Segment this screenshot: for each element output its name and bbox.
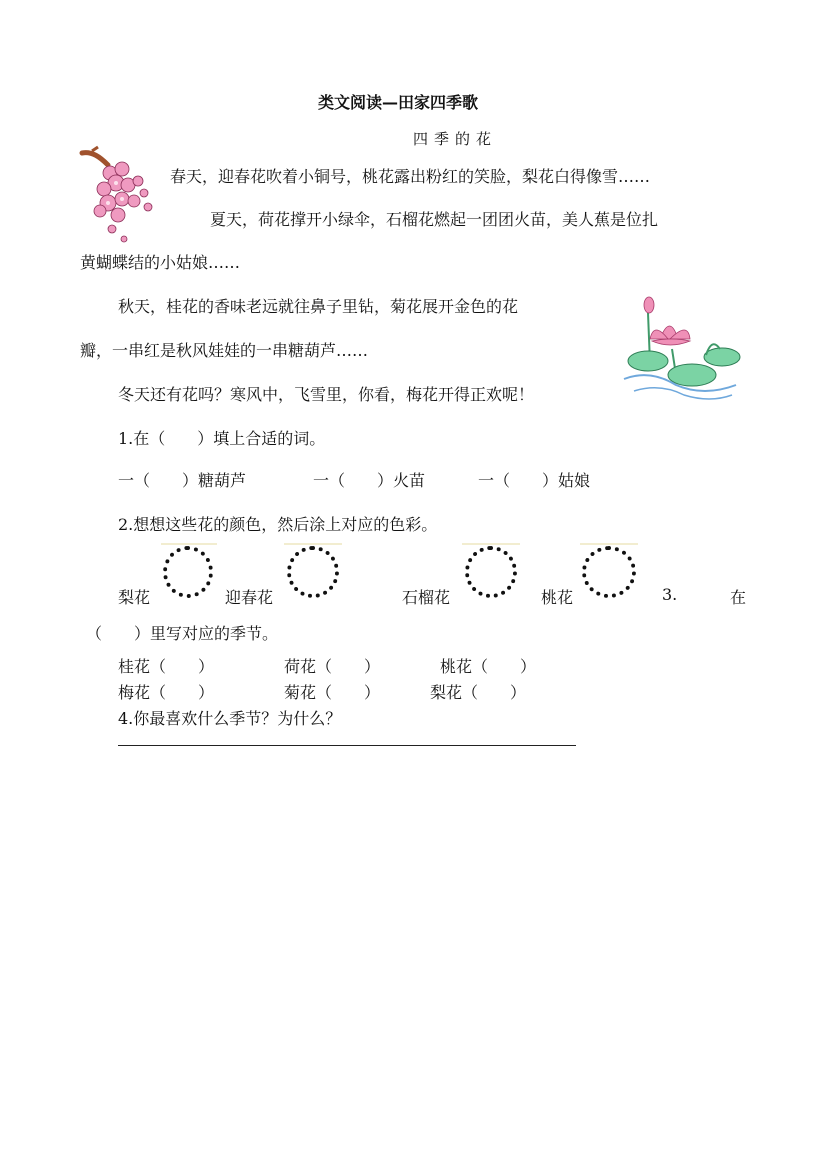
peach-blossom-branch-icon: [78, 145, 162, 245]
paragraph-summer-line2: 黄蝴蝶结的小姑娘……: [80, 253, 241, 272]
question-3-number: 3.: [662, 585, 678, 604]
question-1-item: 一（ ）火苗: [313, 471, 426, 490]
color-circle-winter-jasmine[interactable]: [287, 546, 339, 598]
page-title: 类文阅读—田家四季歌: [318, 93, 479, 112]
paragraph-winter: 冬天还有花吗？寒风中，飞雪里，你看，梅花开得正欢呢！: [118, 385, 535, 404]
circle-highlight: [284, 543, 342, 545]
passage-subtitle: 四季的花: [413, 130, 498, 148]
question-4-prompt: 4.你最喜欢什么季节？为什么？: [118, 709, 342, 728]
flower-label: 迎春花: [225, 588, 274, 607]
color-circle-pomegranate[interactable]: [465, 546, 517, 598]
paragraph-autumn-line1: 秋天，桂花的香味老远就往鼻子里钻，菊花展开金色的花: [118, 297, 519, 316]
flower-label: 梨花: [118, 588, 151, 607]
question-3-prompt: （ ）里写对应的季节。: [86, 624, 279, 643]
paragraph-summer-line1: 夏天，荷花撑开小绿伞，石榴花燃起一团团火苗，美人蕉是位扎: [210, 210, 659, 229]
question-1-prompt: 1.在（ ）填上合适的词。: [118, 429, 326, 448]
season-item: 荷花（ ）: [284, 657, 381, 676]
question-1-item: 一（ ）糖葫芦: [118, 471, 247, 490]
paragraph-spring: 春天，迎春花吹着小铜号，桃花露出粉红的笑脸，梨花白得像雪……: [170, 167, 651, 186]
flower-label: 桃花: [541, 588, 574, 607]
season-item: 梨花（ ）: [430, 683, 527, 702]
season-item: 梅花（ ）: [118, 683, 215, 702]
question-1-item: 一（ ）姑娘: [478, 471, 591, 490]
flower-label: 石榴花: [402, 588, 451, 607]
answer-line[interactable]: [118, 745, 576, 746]
question-3-prompt-word: 在: [730, 588, 747, 607]
circle-highlight: [580, 543, 638, 545]
circle-highlight: [161, 543, 217, 545]
circle-highlight: [462, 543, 520, 545]
question-2-prompt: 2.想想这些花的颜色，然后涂上对应的色彩。: [118, 515, 438, 534]
color-circle-peach[interactable]: [582, 546, 636, 598]
season-item: 菊花（ ）: [284, 683, 381, 702]
color-circle-pear[interactable]: [163, 546, 213, 598]
lotus-flower-icon: [620, 293, 742, 403]
season-item: 桃花（ ）: [440, 657, 537, 676]
paragraph-autumn-line2: 瓣，一串红是秋风娃娃的一串糖葫芦……: [80, 341, 369, 360]
season-item: 桂花（ ）: [118, 657, 215, 676]
